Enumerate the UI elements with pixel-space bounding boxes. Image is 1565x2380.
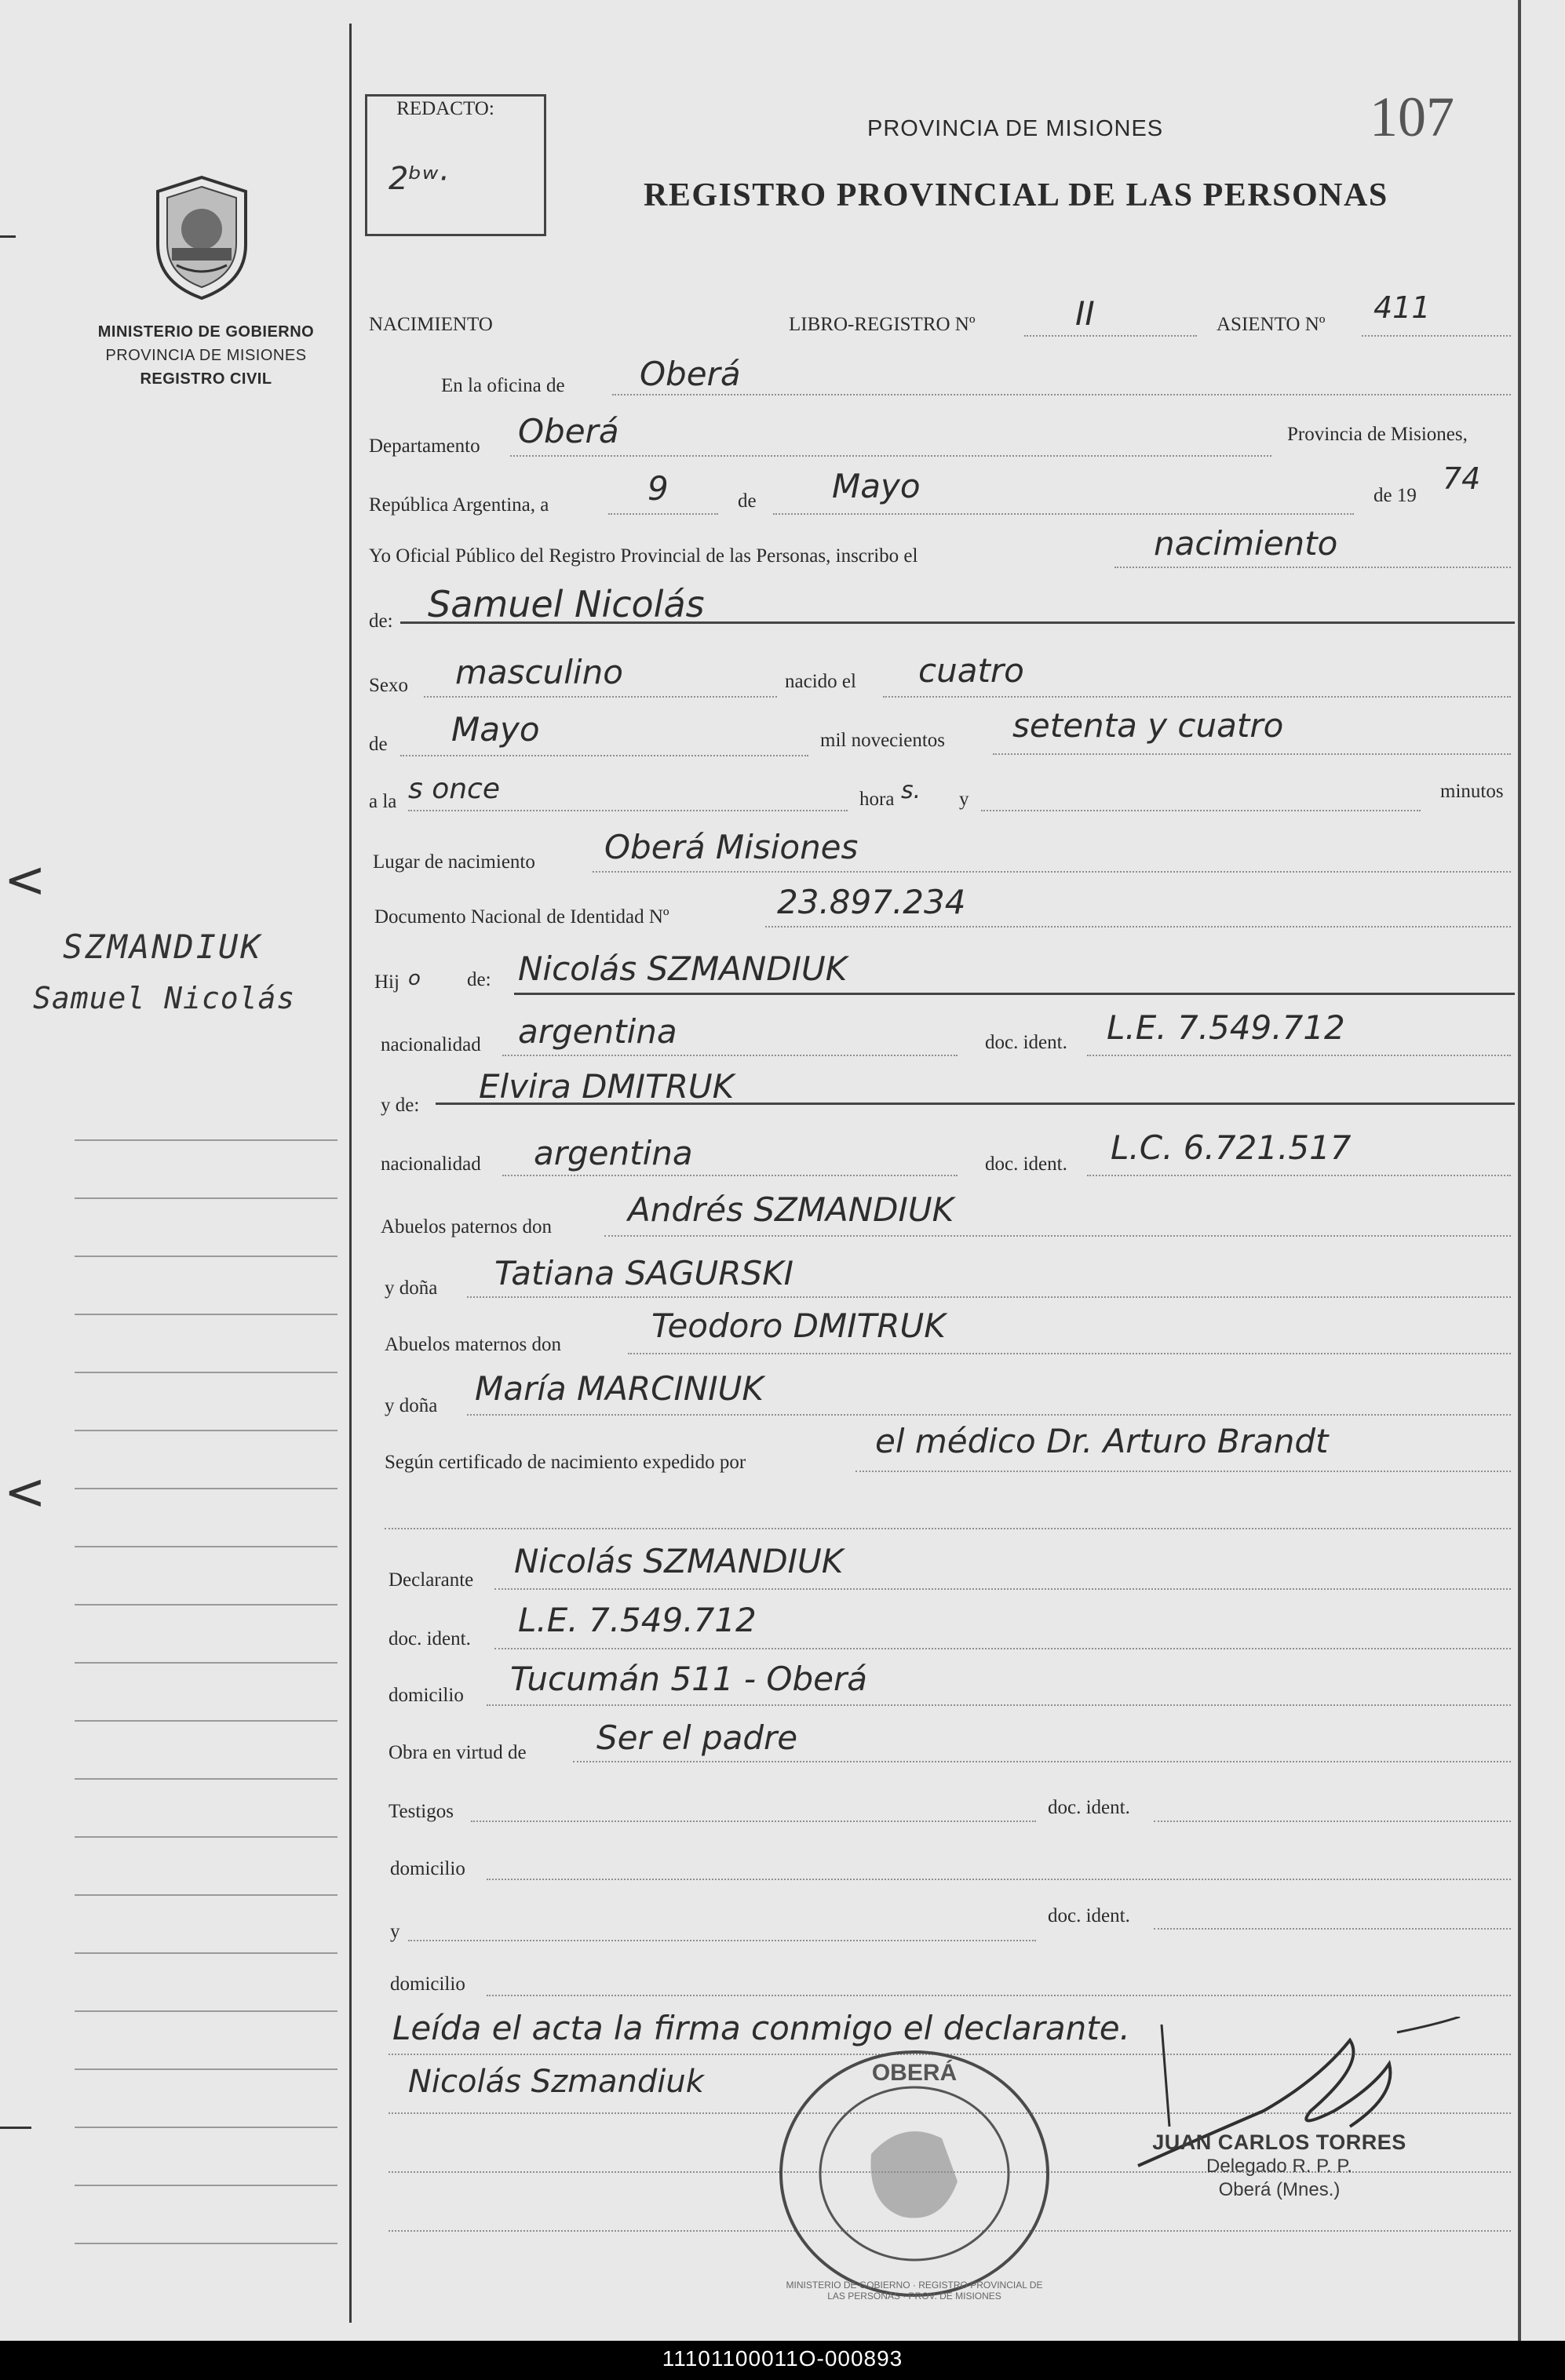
mother-nationality: argentina xyxy=(534,1134,693,1172)
official-signature-block xyxy=(1122,2130,1436,2202)
province-title: PROVINCIA DE MISIONES xyxy=(867,116,1164,141)
declarant-value: Nicolás SZMANDIUK xyxy=(514,1542,844,1580)
doc-ident-label: doc. ident. xyxy=(389,1628,471,1649)
mother-name: Elvira DMITRUK xyxy=(479,1067,735,1106)
margin-given-names: Samuel Nicolás xyxy=(33,981,296,1015)
doc-ident-label: doc. ident. xyxy=(1048,1797,1130,1818)
witness-2-address-line xyxy=(487,1993,1511,1996)
acts-by-value: Ser el padre xyxy=(596,1718,798,1757)
declarant-doc-line xyxy=(494,1646,1511,1649)
republic-label: República Argentina, a xyxy=(369,494,549,516)
witness-2-doc-line xyxy=(1154,1926,1511,1930)
year-value: 74 xyxy=(1443,461,1481,496)
officer-statement: Yo Oficial Público del Registro Provincial de las Personas, inscribo el xyxy=(369,545,918,567)
entry-line xyxy=(1362,333,1511,337)
birth-year-line xyxy=(993,752,1511,755)
certificate-label: Según certificado de nacimiento expedido por xyxy=(385,1452,746,1473)
certificate-line-2 xyxy=(385,1526,1511,1529)
birth-year-words: setenta y cuatro xyxy=(1012,706,1284,745)
place-line xyxy=(593,869,1511,873)
department-value: Oberá xyxy=(518,412,619,450)
ministry-heading xyxy=(75,320,337,391)
maternal-grandfather: Teodoro DMITRUK xyxy=(651,1307,946,1345)
day-line xyxy=(608,512,718,515)
redacto-value: 2ᵇʷ· xyxy=(389,161,448,197)
margin-surname: SZMANDIUK xyxy=(63,928,263,966)
mother-nationality-line xyxy=(502,1173,958,1176)
child-of-de: de: xyxy=(467,969,491,990)
act-line xyxy=(1114,565,1511,568)
registry-title: REGISTRO PROVINCIAL DE LAS PERSONAS xyxy=(644,177,1388,213)
official-role: Delegado R. P. P. xyxy=(1206,2156,1352,2177)
dni-label: Documento Nacional de Identidad Nº xyxy=(374,906,669,928)
father-name-line xyxy=(514,993,1515,995)
child-of-suffix: o xyxy=(408,967,421,990)
paternal-grandmother: Tatiana SAGURSKI xyxy=(494,1254,794,1292)
paternal-grandfather-label: Abuelos paternos don xyxy=(381,1216,553,1237)
edge-mark xyxy=(0,2127,31,2129)
record-type: NACIMIENTO xyxy=(369,314,493,335)
entry-label: ASIENTO Nº xyxy=(1217,314,1326,335)
thousand-label: mil novecientos xyxy=(820,730,945,751)
hour-value: s once xyxy=(408,773,500,805)
father-doc: L.E. 7.549.712 xyxy=(1107,1008,1345,1047)
of-label: de: xyxy=(369,610,393,632)
minutes-label: minutos xyxy=(1440,781,1504,802)
page-number: 107 xyxy=(1370,86,1454,148)
act-value: nacimiento xyxy=(1154,524,1338,563)
birth-day-line xyxy=(883,694,1511,698)
address-label: domicilio xyxy=(390,1858,465,1879)
doc-ident-label: doc. ident. xyxy=(1048,1905,1130,1926)
address-line xyxy=(487,1703,1511,1706)
nationality-label: nacionalidad xyxy=(381,1034,481,1055)
place-value: Oberá Misiones xyxy=(604,828,859,866)
doc-ident-label: doc. ident. xyxy=(985,1032,1067,1053)
office-line xyxy=(612,392,1511,395)
father-nationality: argentina xyxy=(518,1012,677,1051)
official-name: JUAN CARLOS TORRES xyxy=(1152,2130,1406,2154)
book-line xyxy=(1024,333,1197,337)
closing-text: Leída el acta la firma conmigo el declarante. xyxy=(392,2009,1130,2047)
year-prefix: de 19 xyxy=(1373,485,1417,506)
declarant-doc: L.E. 7.549.712 xyxy=(518,1601,757,1639)
certificate-line xyxy=(855,1469,1511,1472)
minutes-line xyxy=(981,808,1421,811)
maternal-grandmother-line xyxy=(467,1412,1511,1416)
witness-address-line xyxy=(487,1877,1511,1880)
entry-value: 411 xyxy=(1373,290,1431,325)
certificate-value: el médico Dr. Arturo Brandt xyxy=(875,1422,1329,1460)
birth-de-label: de xyxy=(369,734,388,755)
child-of-label: Hij xyxy=(374,971,399,993)
declarant-line xyxy=(494,1587,1511,1590)
paternal-grandfather-line xyxy=(604,1234,1511,1237)
maternal-grandfather-line xyxy=(628,1351,1511,1354)
father-nationality-line xyxy=(502,1053,958,1056)
paternal-grandfather: Andrés SZMANDIUK xyxy=(628,1190,954,1229)
dni-value: 23.897.234 xyxy=(777,883,966,921)
page-edge-rule xyxy=(1518,0,1521,2341)
book-label: LIBRO-REGISTRO Nº xyxy=(789,314,976,335)
dona-label: y doña xyxy=(385,1395,438,1416)
address-value: Tucumán 511 - Oberá xyxy=(510,1660,867,1698)
birth-month: Mayo xyxy=(451,710,540,749)
sex-label: Sexo xyxy=(369,675,408,696)
nationality-label: nacionalidad xyxy=(381,1154,481,1175)
department-label: Departamento xyxy=(369,436,480,457)
maternal-grandfather-label: Abuelos maternos don xyxy=(385,1334,561,1355)
hour-label: hora xyxy=(859,789,895,810)
paternal-grandmother-line xyxy=(467,1295,1511,1298)
province-suffix: Provincia de Misiones, xyxy=(1287,424,1468,445)
month-value: Mayo xyxy=(832,467,921,505)
witness-line xyxy=(471,1819,1036,1822)
place-label: Lugar de nacimiento xyxy=(373,851,535,873)
and-of-label: y de: xyxy=(381,1095,420,1116)
department-line xyxy=(510,454,1271,457)
declarant-label: Declarante xyxy=(389,1569,474,1591)
hour-line xyxy=(408,808,848,811)
office-value: Oberá xyxy=(640,355,741,393)
dni-line xyxy=(765,924,1511,928)
margin-notes-lines xyxy=(75,1083,337,2244)
provincial-crest-logo xyxy=(145,173,259,302)
margin-check-mark: < xyxy=(4,851,46,909)
mother-doc: L.C. 6.721.517 xyxy=(1111,1128,1352,1167)
province-name: PROVINCIA DE MISIONES xyxy=(105,347,307,364)
doc-ident-label: doc. ident. xyxy=(985,1154,1067,1175)
child-name: Samuel Nicolás xyxy=(428,583,705,625)
stamp-ring-text: MINISTERIO DE GOBIERNO · REGISTRO PROVINCIAL DE LAS PERSONAS · PROV. DE MISIONES xyxy=(786,2280,1043,2302)
father-doc-line xyxy=(1087,1053,1511,1056)
address-label: domicilio xyxy=(390,1974,465,1995)
margin-rule xyxy=(349,24,352,2323)
civil-registry-name: REGISTRO CIVIL xyxy=(140,370,272,388)
and-label: y xyxy=(959,789,969,810)
day-value: 9 xyxy=(648,469,669,508)
redacto-label: REDACTO: xyxy=(396,98,494,119)
witnesses-label: Testigos xyxy=(389,1801,454,1822)
birth-day-words: cuatro xyxy=(918,651,1024,690)
office-label: En la oficina de xyxy=(441,375,565,396)
dona-label: y doña xyxy=(385,1277,438,1299)
acts-by-label: Obra en virtud de xyxy=(389,1742,527,1763)
witness-doc-line xyxy=(1154,1819,1511,1822)
stamp-center-text: OBERÁ xyxy=(871,2060,958,2086)
witness-2-line xyxy=(408,1938,1036,1941)
at-label: a la xyxy=(369,791,397,812)
margin-check-mark: < xyxy=(4,1463,46,1522)
sex-value: masculino xyxy=(455,653,623,691)
declarant-signature: Nicolás Szmandiuk xyxy=(408,2064,704,2100)
month-de-label: de xyxy=(738,490,757,512)
edge-mark xyxy=(0,235,16,238)
maternal-grandmother: María MARCINIUK xyxy=(475,1369,764,1408)
y-label: y xyxy=(390,1921,400,1942)
official-location: Oberá (Mnes.) xyxy=(1218,2179,1341,2200)
book-value: II xyxy=(1075,294,1095,333)
sex-line xyxy=(424,694,777,698)
born-label: nacido el xyxy=(785,671,856,692)
birth-month-line xyxy=(400,753,808,756)
hour-suffix: s. xyxy=(901,777,921,804)
acts-by-line xyxy=(573,1759,1511,1762)
ministry-name: MINISTERIO DE GOBIERNO xyxy=(97,323,315,341)
father-name: Nicolás SZMANDIUK xyxy=(518,949,848,988)
address-label: domicilio xyxy=(389,1685,464,1706)
document-code: 11101100011O-000893 xyxy=(662,2346,903,2371)
mother-doc-line xyxy=(1087,1173,1511,1176)
month-line xyxy=(773,512,1354,515)
